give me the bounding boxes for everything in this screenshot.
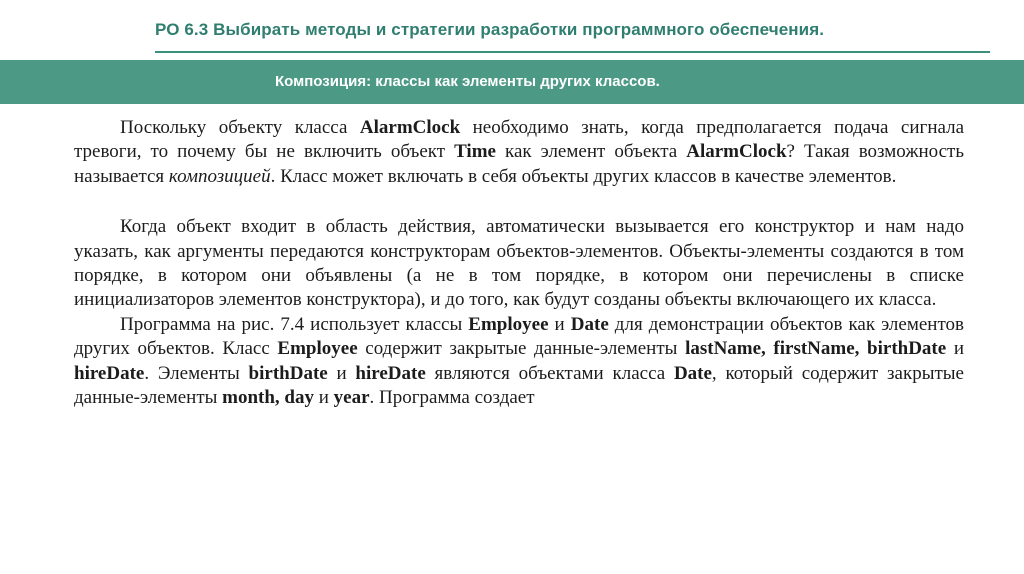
term-composition: композицией [168,165,271,187]
bottom-crop-fade [74,548,964,574]
term-date: Date [570,313,609,335]
paragraph-composition-intro [74,116,964,189]
term-member-list: lastName, firstName, birthDate [685,338,947,360]
scanned-text-block [74,112,964,574]
section-banner-text: Композиция: классы как элементы других классов. [275,73,660,90]
slide-title: РО 6.3 Выбирать методы и стратегии разработки программного обеспечения. [155,20,825,39]
text-span: . Элементы [144,362,249,384]
text-span: и [548,313,571,335]
text-span: как элемент объекта [495,141,687,163]
term-birthdate: birthDate [248,362,328,384]
text-span: содержит закрытые данные-элементы [357,338,686,360]
term-month-day: month, day [222,387,314,409]
text-span: . Класс может включать в себя объекты других классов в качестве элементов. [270,165,897,187]
term-hiredate: hireDate [355,362,426,384]
title-divider [155,51,990,53]
term-time: Time [454,141,496,163]
text-span: и [946,338,964,360]
term-employee: Employee [468,313,549,335]
text-span: . Программа создает [369,387,535,409]
paragraph-program-example [74,313,964,411]
term-hiredate: hireDate [74,362,145,384]
term-alarmclock: AlarmClock [686,141,787,163]
text-span: являются объектами класса [425,362,674,384]
paragraph-constructor-order: Когда объект входит в область действия, автоматически вызывается его конструктор и нам надо указать, как аргументы передаются конструкторам объектов-элементов. Объекты-элементы создаются в том порядке, в котором они объявлены (а не в том порядке, в котором они перечислены в списке инициализаторов элементов конструктора), и до того, как будут созданы объекты включающего их класса. [74,216,964,311]
text-span: Программа на рис. 7.4 использует классы [120,313,469,335]
text-span: , который содержит закрытые данные-элементы [74,362,964,409]
text-span: необходимо знать, когда предполагается подача сигнала тревоги, то почему бы не включить объект [74,117,964,163]
text-span: и [327,362,356,384]
term-employee: Employee [277,338,358,360]
text-span: ? Такая возможность называется [74,141,964,187]
term-year: year [333,387,370,409]
text-span: для демонстрации объектов как элементов других объектов. Класс [74,313,964,360]
text-span: Поскольку объекту класса [120,117,360,138]
term-date: Date [673,362,712,384]
text-span: и [314,387,334,409]
term-alarmclock: AlarmClock [359,117,461,138]
